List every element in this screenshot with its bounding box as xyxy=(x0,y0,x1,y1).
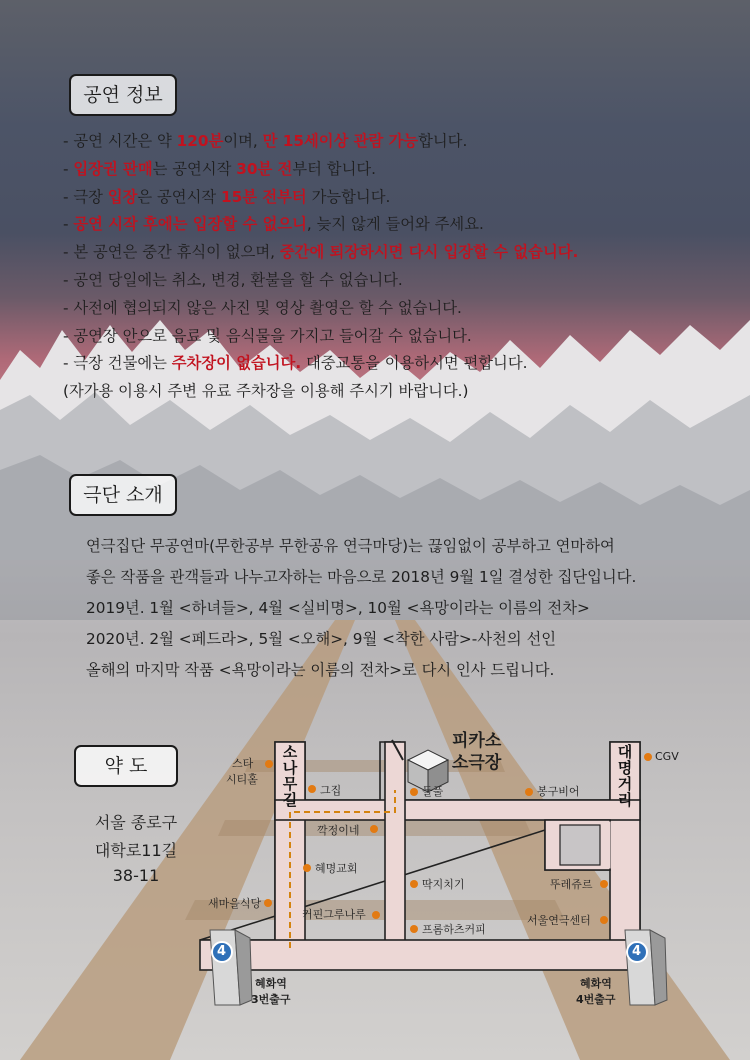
info-text: - 공연 시간은 약 xyxy=(63,132,177,150)
theater-name-line1: 피카소 xyxy=(452,731,502,751)
poi-marker xyxy=(308,785,316,793)
info-text: - xyxy=(63,159,74,178)
street-name-sonamu: 소나무길 xyxy=(282,743,298,809)
poi-marker xyxy=(265,760,273,768)
poi-kkakjeong: 깍정이네 xyxy=(317,824,360,837)
info-text: 는 공연시작 xyxy=(152,159,237,178)
exit-number-right: 4 xyxy=(632,944,642,959)
highlighted-text: 주차장이 없습니다. xyxy=(171,354,302,373)
poi-marker xyxy=(600,916,608,924)
info-text: - 극장 건물에는 xyxy=(63,354,172,373)
poi-marker xyxy=(372,911,380,919)
address-line: 서울 종로구 xyxy=(94,813,178,832)
info-text: - 본 공연은 중간 휴식이 없으며, xyxy=(63,243,280,262)
info-text: - 극장 xyxy=(63,187,108,206)
troupe-intro-heading: 극단 소개 xyxy=(69,474,177,516)
poi-marker xyxy=(410,925,418,933)
info-text: 은 공연시작 xyxy=(137,187,221,206)
exit-pillar-left xyxy=(210,930,252,1005)
map-heading: 약 도 xyxy=(74,745,178,787)
info-text: 대중교통을 이용하시면 편합니다. xyxy=(301,354,528,373)
exit-label-right-line1: 혜화역 xyxy=(580,977,612,990)
exit-label-left-line1: 혜화역 xyxy=(255,977,287,990)
troupe-line: 올해의 마지막 작품 <욕망이라는 이름의 전차>로 다시 인사 드립니다. xyxy=(86,661,555,679)
troupe-line: 좋은 작품을 관객들과 나누고자하는 마음으로 2018년 9월 1일 결성한 집단입니다. xyxy=(86,568,637,586)
poi-coffee-grunaru: 커핀그루나루 xyxy=(302,908,366,921)
troupe-line: 연극집단 무공연마(무한공부 무한공유 연극마당)는 끊임없이 공부하고 연마하여 xyxy=(86,537,615,555)
info-text: 합니다. xyxy=(418,132,468,150)
poi-cgv: CGV xyxy=(655,750,679,763)
info-text: 부터 합니다. xyxy=(292,159,376,178)
theater-name-line2: 소극장 xyxy=(452,753,502,773)
performance-info-heading: 공연 정보 xyxy=(69,74,177,116)
poi-star-city-line1: 스타 xyxy=(232,757,254,770)
poi-gujip: 그집 xyxy=(320,784,342,797)
poi-hyemyeong-church: 혜명교회 xyxy=(315,862,358,875)
poi-marker xyxy=(410,788,418,796)
poi-deulpul: 들풀 xyxy=(422,785,444,798)
highlighted-text: 입장 xyxy=(107,187,138,206)
poi-marker xyxy=(600,880,608,888)
poi-ttakjichigi: 딱지치기 xyxy=(422,878,465,891)
info-text: 가능합니다. xyxy=(306,187,391,206)
road-bottom xyxy=(200,940,640,970)
info-text: - 공연장 안으로 음료 및 음식물을 가지고 들어갈 수 없습니다. xyxy=(63,326,472,345)
poi-marker xyxy=(264,899,272,907)
info-text: , 늦지 않게 들어와 주세요. xyxy=(306,215,484,234)
poi-marker xyxy=(525,788,533,796)
poi-marker xyxy=(370,825,378,833)
poi-treasure: 뚜레쥬르 xyxy=(550,878,593,891)
address-line: 대학로11길 xyxy=(94,841,178,860)
exit-label-left-line2: 3번출구 xyxy=(251,993,291,1006)
poi-marker xyxy=(303,864,311,872)
poi-seoul-theater-center: 서울연극센터 xyxy=(527,914,591,927)
highlighted-text: 15분 전부터 xyxy=(220,187,307,206)
highlighted-text: 입장권 판매 xyxy=(73,159,153,178)
poi-marker xyxy=(644,753,652,761)
info-text: - xyxy=(63,215,74,234)
poi-prome-coffee: 프롬하츠커피 xyxy=(422,923,486,936)
street-name-daemyeong: 대명거리 xyxy=(617,743,633,809)
poi-bonggu-beer: 봉구비어 xyxy=(537,785,580,798)
info-text: (자가용 이용시 주변 유료 주차장을 이용해 주시기 바랍니다.) xyxy=(63,382,469,401)
highlighted-text: 중간에 퇴장하시면 다시 입장할 수 없습니다. xyxy=(279,243,579,262)
highlighted-text: 120분 xyxy=(176,132,224,150)
highlighted-text: 30분 전 xyxy=(236,159,293,178)
highlighted-text: 만 15세이상 관람 가능 xyxy=(262,132,419,150)
highlighted-text: 공연 시작 후에는 입장할 수 없으니 xyxy=(73,215,307,234)
poi-saemaeul: 새마을식당 xyxy=(208,897,262,910)
exit-number-left: 4 xyxy=(217,944,227,959)
poi-star-city-line2: 시티홀 xyxy=(226,773,258,786)
troupe-line: 2019년. 1월 <하녀들>, 4월 <실비명>, 10월 <욕망이라는 이름의 전차> xyxy=(86,599,590,617)
poi-marker xyxy=(410,880,418,888)
troupe-line: 2020년. 2월 <페드라>, 5월 <오해>, 9월 <착한 사람>-사천의 선인 xyxy=(86,630,557,648)
info-text: - 사전에 협의되지 않은 사진 및 영상 촬영은 할 수 없습니다. xyxy=(63,298,462,317)
info-text: 이며, xyxy=(223,132,263,150)
address-line: 38-11 xyxy=(112,866,160,885)
info-text: - 공연 당일에는 취소, 변경, 환불을 할 수 없습니다. xyxy=(63,270,403,289)
exit-label-right-line2: 4번출구 xyxy=(576,993,616,1006)
road-top xyxy=(275,800,640,820)
exit-pillar-right xyxy=(625,930,667,1005)
road-middle xyxy=(385,742,405,942)
